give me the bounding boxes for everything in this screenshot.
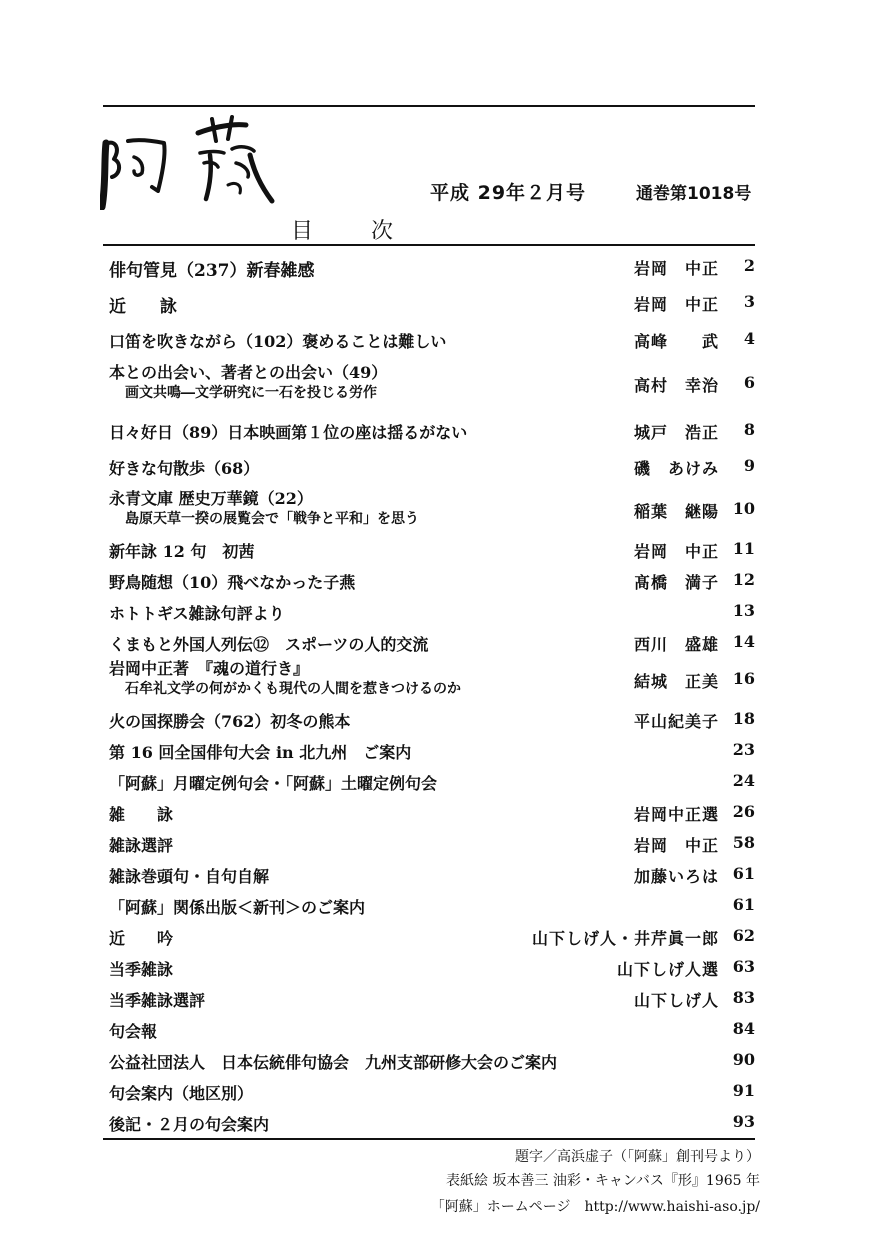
entry-author: 磯 あけみ <box>633 459 719 478</box>
entry-page: 58 <box>732 833 755 852</box>
entry-page: 90 <box>732 1050 755 1069</box>
entry-author: 西川 盛雄 <box>633 635 719 654</box>
entry-author: 山下しげ人 <box>633 991 719 1010</box>
entry-title: 当季雑詠選評 <box>109 991 206 1010</box>
entry-title: 口笛を吹きながら（102）褒めることは難しい <box>109 332 447 351</box>
entry-page: 61 <box>732 895 755 914</box>
entry-page: 8 <box>743 420 755 439</box>
volume-number: 通巻第1018号 <box>636 184 752 204</box>
entry-page: 23 <box>732 740 755 759</box>
entry-subtitle: 島原天草一揆の展覧会で「戦争と平和」を思う <box>125 511 419 527</box>
toc-entry[interactable] <box>103 738 755 768</box>
entry-page: 62 <box>732 926 755 945</box>
entry-title: 句会報 <box>109 1022 158 1041</box>
entry-page: 10 <box>732 499 755 518</box>
toc-entry[interactable] <box>103 1079 755 1109</box>
entry-title: 岩岡中正著 『魂の道行き』 <box>109 659 310 678</box>
entry-title: くまもと外国人列伝⑫ スポーツの人的交流 <box>109 635 429 654</box>
toc-entry[interactable] <box>103 862 755 892</box>
entry-page: 63 <box>732 957 755 976</box>
toc-entry[interactable] <box>103 1110 755 1140</box>
cover-credit: 表紙絵 坂本善三 油彩・キャンバス『形』1965 年 <box>446 1173 760 1189</box>
entry-author: 髙橋 満子 <box>633 573 719 592</box>
entry-author: 高村 幸治 <box>633 376 719 395</box>
entry-author: 山下しげ人選 <box>616 960 719 979</box>
toc-entry[interactable] <box>103 955 755 985</box>
aso-calligraphy-logo <box>100 115 290 210</box>
issue-date: 平成 29年２月号 <box>430 182 587 204</box>
toc-entry[interactable] <box>103 1017 755 1047</box>
entry-page: 61 <box>732 864 755 883</box>
toc-entry[interactable] <box>103 769 755 799</box>
entry-author: 山下しげ人・井芹眞一郎 <box>531 929 719 948</box>
toc-entry[interactable] <box>103 1048 755 1078</box>
entry-title: 好きな句散歩（68） <box>109 459 260 478</box>
entry-page: 83 <box>732 988 755 1007</box>
entry-title: 近 吟 <box>109 929 174 948</box>
top-rule <box>103 105 755 107</box>
entry-title: 公益社団法人 日本伝統俳句協会 九州支部研修大会のご案内 <box>109 1053 558 1072</box>
toc-entry[interactable] <box>103 893 755 923</box>
entry-author: 城戸 浩正 <box>633 423 719 442</box>
toc-entry[interactable] <box>103 707 755 737</box>
entry-title: 永青文庫 歴史万華鏡（22） <box>109 489 313 508</box>
entry-title: 雑詠選評 <box>109 836 174 855</box>
entry-title: 句会案内（地区別） <box>109 1084 254 1103</box>
toc-title: 目 次 <box>291 219 412 244</box>
entry-page: 24 <box>732 771 755 790</box>
entry-title: 「阿蘇」関係出版＜新刊＞のご案内 <box>109 898 366 917</box>
toc-entry[interactable] <box>103 327 755 357</box>
toc-entry[interactable] <box>103 924 755 954</box>
toc-entry[interactable] <box>103 568 755 598</box>
calligraphy-logo-icon <box>100 115 290 210</box>
entry-subtitle: 石牟礼文学の何がかくも現代の人間を惹きつけるのか <box>125 681 461 697</box>
entry-title: 近 詠 <box>109 297 177 317</box>
toc-entry[interactable] <box>103 656 755 702</box>
entry-page: 26 <box>732 802 755 821</box>
entry-title: 雑詠巻頭句・自句自解 <box>109 867 270 886</box>
entry-author: 岩岡 中正 <box>633 542 719 561</box>
toc-entry[interactable] <box>103 290 755 320</box>
entry-author: 高峰 武 <box>633 332 719 351</box>
entry-title: 野鳥随想（10）飛べなかった子燕 <box>109 573 356 592</box>
toc-entry[interactable] <box>103 254 755 284</box>
toc-entry[interactable] <box>103 454 755 484</box>
entry-page: 93 <box>732 1112 755 1131</box>
entry-title: 新年詠 12 句 初茜 <box>109 542 255 561</box>
entry-page: 13 <box>732 601 755 620</box>
entry-page: 84 <box>732 1019 755 1038</box>
entry-author: 岩岡 中正 <box>633 836 719 855</box>
entry-author: 結城 正美 <box>633 672 719 691</box>
entry-page: 2 <box>743 256 755 275</box>
entry-page: 3 <box>743 292 755 311</box>
entry-title: 雑 詠 <box>109 805 174 824</box>
entry-page: 18 <box>732 709 755 728</box>
entry-page: 9 <box>743 456 755 475</box>
toc-entry[interactable] <box>103 360 755 406</box>
toc-top-rule <box>103 244 755 246</box>
entry-title: 俳句管見（237）新春雑感 <box>109 261 315 281</box>
entry-title: 後記・２月の句会案内 <box>109 1115 270 1134</box>
entry-title: 日々好日（89）日本映画第１位の座は揺るがない <box>109 423 468 442</box>
toc-entry[interactable] <box>103 486 755 532</box>
toc-bottom-rule <box>103 1138 755 1140</box>
entry-page: 91 <box>732 1081 755 1100</box>
entry-page: 6 <box>743 373 755 392</box>
entry-author: 岩岡中正選 <box>633 805 719 824</box>
entry-page: 4 <box>743 329 755 348</box>
toc-entry[interactable] <box>103 800 755 830</box>
entry-author: 加藤いろは <box>633 867 719 886</box>
entry-title: 火の国探勝会（762）初冬の熊本 <box>109 712 351 731</box>
entry-title: 本との出会い、著者との出会い（49） <box>109 363 388 382</box>
homepage-link[interactable]: 「阿蘇」ホームページ http://www.haishi-aso.jp/ <box>430 1199 760 1215</box>
entry-title: 第 16 回全国俳句大会 in 北九州 ご案内 <box>109 743 412 762</box>
toc-entry[interactable] <box>103 986 755 1016</box>
entry-title: 「阿蘇」月曜定例句会・「阿蘇」土曜定例句会 <box>109 774 438 793</box>
toc-entry[interactable] <box>103 418 755 448</box>
toc-entry[interactable] <box>103 831 755 861</box>
entry-page: 11 <box>732 539 755 558</box>
entry-title: ホトトギス雑詠句評より <box>109 604 285 623</box>
entry-subtitle: 画文共鳴―文学研究に一石を投じる労作 <box>125 385 377 401</box>
toc-entry[interactable] <box>103 537 755 567</box>
entry-author: 平山紀美子 <box>633 712 719 731</box>
entry-author: 稲葉 継陽 <box>633 502 719 521</box>
entry-page: 16 <box>732 669 755 688</box>
entry-title: 当季雑詠 <box>109 960 174 979</box>
entry-page: 12 <box>732 570 755 589</box>
entry-author: 岩岡 中正 <box>633 259 719 278</box>
entry-author: 岩岡 中正 <box>633 295 719 314</box>
entry-page: 14 <box>732 632 755 651</box>
toc-entry[interactable] <box>103 599 755 629</box>
calligraphy-credit: 題字／高浜虚子（「阿蘇」創刊号より） <box>515 1149 760 1165</box>
